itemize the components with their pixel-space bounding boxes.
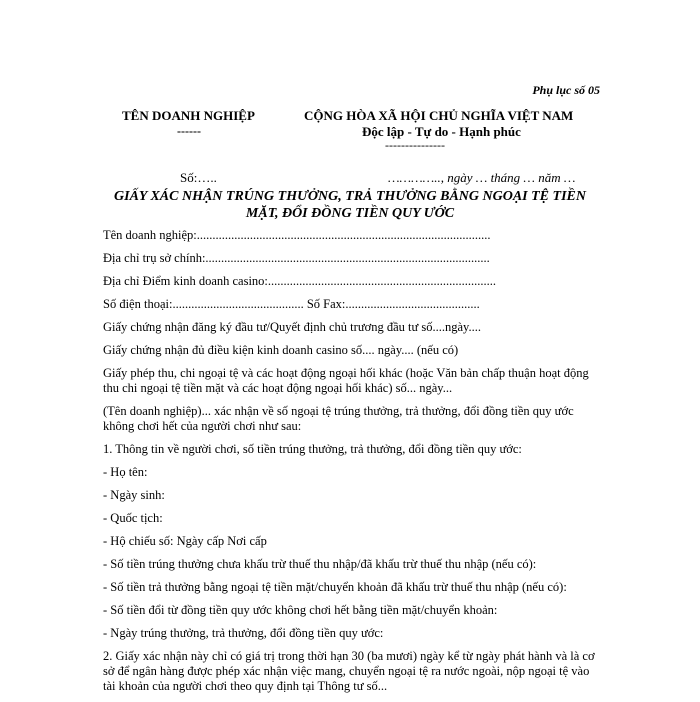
section-2-paragraph: 2. Giấy xác nhận này chỉ có giá trị trong thời hạn 30 (ba mươi) ngày kể từ ngày phát hành và là cơ sở để ngân hàng được phép xác nhận việc mang, chuyển ngoại tệ ra nước ngoài, nộp ngoại tệ vào tài khoản của người chơi theo quy định tại Thông tư số... <box>103 649 595 693</box>
business-name-heading: TÊN DOANH NGHIỆP <box>122 108 255 123</box>
passport-field: - Hộ chiếu số: Ngày cấp Nơi cấp <box>103 534 267 548</box>
document-title: GIẤY XÁC NHẬN TRÚNG THƯỞNG, TRẢ THƯỞNG BẰNG NGOẠI TỆ TIỀN MẶT, ĐỔI ĐỒNG TIỀN QUY ƯỚC <box>114 189 586 221</box>
document-date: ………….., ngày … tháng … năm … <box>388 170 576 185</box>
nationality-field: - Quốc tịch: <box>103 511 163 525</box>
winning-amount-field: - Số tiền trúng thưởng chưa khấu trừ thuế thu nhập/đã khấu trừ thuế thu nhập (nếu có): <box>103 557 537 571</box>
phone-fax-field: Số điện thoại:.......................................... Số Fax:........................................... <box>103 297 480 311</box>
appendix-label: Phụ lục số 05 <box>532 83 600 97</box>
winning-date-field: - Ngày trúng thưởng, trả thưởng, đổi đồng tiền quy ước: <box>103 626 384 640</box>
birth-date-field: - Ngày sinh: <box>103 488 165 502</box>
casino-address-field: Địa chỉ Điểm kinh doanh casino:......................................................................... <box>103 274 497 288</box>
motto-divider: --------------- <box>385 138 445 152</box>
motto-heading: Độc lập - Tự do - Hạnh phúc <box>362 124 521 139</box>
payout-amount-field: - Số tiền trả thưởng bằng ngoại tệ tiền mặt/chuyển khoản đã khấu trừ thuế thu nhập (nếu có): <box>103 580 567 594</box>
exchange-amount-field: - Số tiền đổi từ đồng tiền quy ước không chơi hết bằng tiền mặt/chuyển khoản: <box>103 603 498 617</box>
head-office-address-field: Địa chỉ trụ sở chính:........................................................................................... <box>103 251 490 265</box>
forex-license-field: Giấy phép thu, chi ngoại tệ và các hoạt động ngoại hối khác (hoặc Văn bản chấp thuận hoạt động thu chi ngoại tệ tiền mặt và các hoạt động ngoại hối khác) số... ngày... <box>103 366 589 395</box>
business-name-field: Tên doanh nghiệp:.............................................................................................. <box>103 228 491 242</box>
investment-certificate-field: Giấy chứng nhận đăng ký đầu tư/Quyết định chủ trương đầu tư số....ngày.... <box>103 320 481 334</box>
business-name-divider: ------ <box>177 124 201 138</box>
republic-heading: CỘNG HÒA XÃ HỘI CHỦ NGHĨA VIỆT NAM <box>304 108 574 123</box>
player-name-field: - Họ tên: <box>103 465 148 479</box>
confirmation-statement: (Tên doanh nghiệp)... xác nhận về số ngoại tệ trúng thưởng, trả thưởng, đổi đồng tiền quy ước không chơi hết của người chơi như sau: <box>103 404 574 433</box>
document-number: Số:….. <box>180 170 217 185</box>
casino-eligibility-field: Giấy chứng nhận đủ điều kiện kinh doanh casino số.... ngày.... (nếu có) <box>103 343 459 357</box>
document-body <box>103 228 600 702</box>
section-1-heading: 1. Thông tin về người chơi, số tiền trúng thưởng, trả thưởng, đổi đồng tiền quy ước: <box>103 442 522 456</box>
